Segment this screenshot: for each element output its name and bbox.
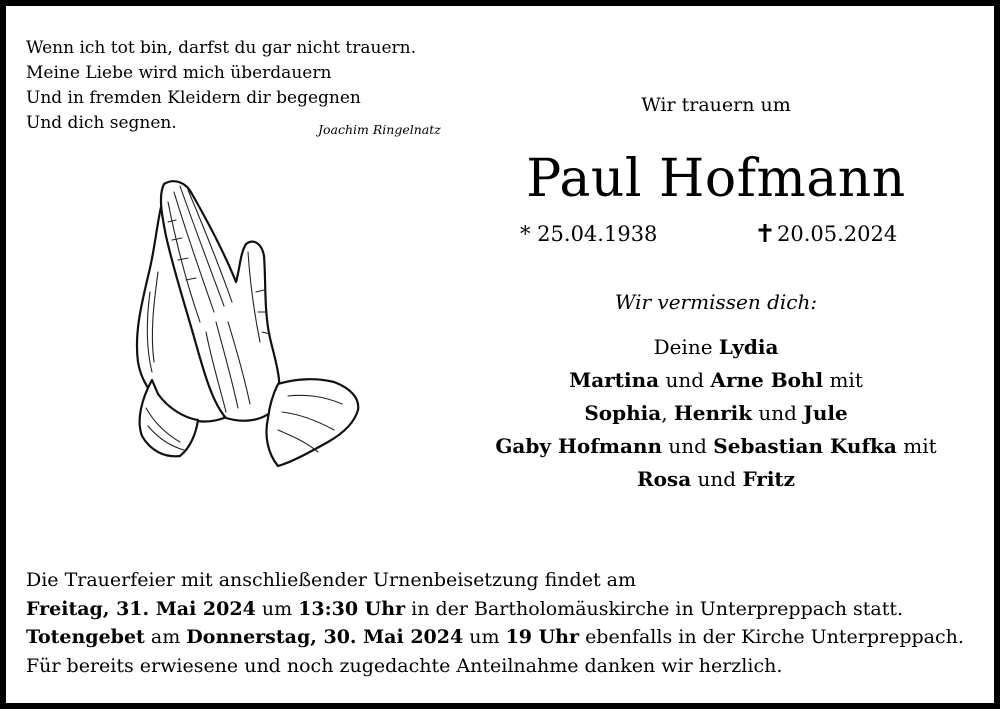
death-date: 20.05.2024 xyxy=(777,222,898,246)
poem-block xyxy=(26,36,466,136)
family-line xyxy=(476,331,956,364)
family-name: Arne Bohl xyxy=(710,368,824,392)
poem-line: Und dich segnen. xyxy=(26,113,177,133)
family-text: , xyxy=(661,401,668,425)
info-text: in der Bartholomäuskirche in Unterpreppach statt. xyxy=(411,597,904,620)
family-text: mit xyxy=(829,368,863,392)
family-line xyxy=(476,364,956,397)
family-name: Sophia xyxy=(584,401,662,425)
family-line xyxy=(476,463,956,496)
ceremony-info xyxy=(26,566,986,680)
family-name: Sebastian Kufka xyxy=(713,434,897,458)
info-text: am xyxy=(150,626,181,648)
family-text: und xyxy=(665,368,705,392)
family-line xyxy=(476,430,956,463)
poem-line: Wenn ich tot bin, darfst du gar nicht trauern. xyxy=(26,38,416,58)
info-line: Für bereits erwiesene und noch zugedachte Anteilnahme danken wir herzlich. xyxy=(26,654,783,677)
info-line: Die Trauerfeier mit anschließender Urnenbeisetzung findet am xyxy=(26,569,636,591)
info-text: ebenfalls in der Kirche Unterpreppach. xyxy=(585,626,964,648)
family-name: Martina xyxy=(569,368,660,392)
birth-date: * 25.04.1938 xyxy=(520,222,658,246)
family-text: und xyxy=(758,401,797,425)
cross-icon xyxy=(758,224,772,242)
deceased-name: Paul Hofmann xyxy=(526,149,906,209)
poem-line: Und in fremden Kleidern dir begegnen xyxy=(26,88,361,108)
info-bold: 13:30 Uhr xyxy=(298,597,406,620)
miss-text: Wir vermissen dich: xyxy=(614,290,818,314)
family-name: Lydia xyxy=(718,335,779,359)
family-line xyxy=(476,397,956,430)
family-name: Gaby Hofmann xyxy=(495,434,662,458)
family-text: und xyxy=(697,467,737,491)
family-name: Rosa xyxy=(636,467,692,491)
poem-line: Meine Liebe wird mich überdauern xyxy=(26,63,332,83)
info-bold: Freitag, 31. Mai 2024 xyxy=(26,597,256,620)
intro-text: Wir trauern um xyxy=(641,94,791,116)
family-text: und xyxy=(668,434,707,458)
family-list xyxy=(476,331,956,496)
death-date-group xyxy=(758,220,897,248)
info-line xyxy=(26,595,986,624)
family-text: Deine xyxy=(653,335,713,359)
praying-hands-icon xyxy=(128,172,366,468)
info-bold: Donnerstag, 30. Mai 2024 xyxy=(186,626,464,648)
info-bold: 19 Uhr xyxy=(505,626,580,648)
family-name: Jule xyxy=(803,401,848,425)
family-text: mit xyxy=(903,434,937,458)
info-text: um xyxy=(469,626,500,648)
info-text: um xyxy=(261,597,293,620)
info-bold: Totengebet xyxy=(26,626,145,648)
family-name: Henrik xyxy=(673,401,753,425)
poem-author: Joachim Ringelnatz xyxy=(318,122,441,137)
info-line xyxy=(26,623,986,652)
family-name: Fritz xyxy=(742,467,796,491)
